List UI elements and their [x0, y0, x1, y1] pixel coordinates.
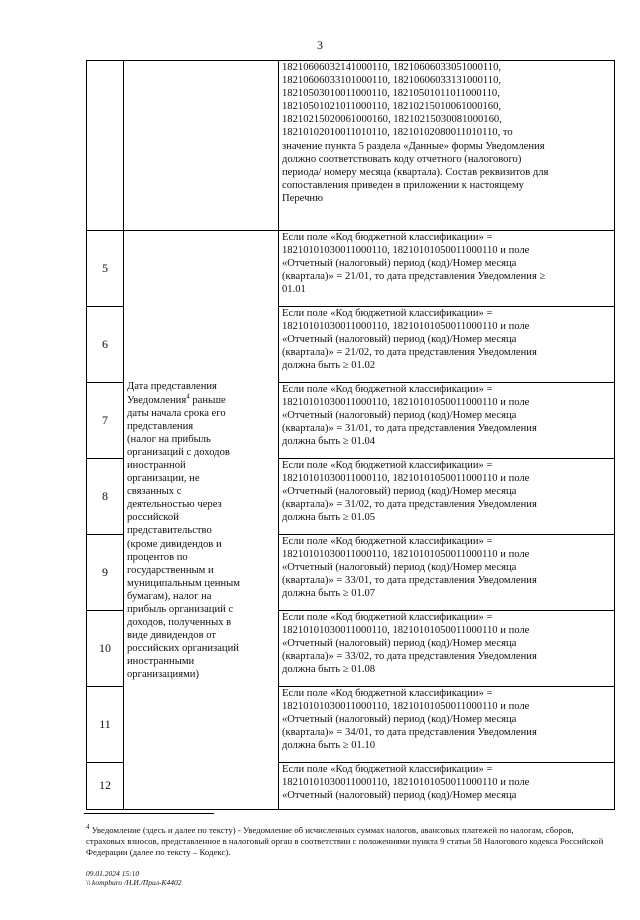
- condition-cell: Если поле «Код бюджетной классификации» = 18210101030011000110, 18210101050011000110 и поле «Отчетный (налоговый) период (код)/Номер месяца: [279, 763, 615, 810]
- merged-description-cell: [124, 231, 279, 810]
- row-number: 12: [87, 763, 124, 810]
- condition-cell: Если поле «Код бюджетной классификации» = 18210101030011000110, 18210101050011000110 и поле «Отчетный (налоговый) период (код)/Номер месяца (квартала)» = 34/01, то дата представления Уведомления должна быть ≥ 01.10: [279, 687, 615, 763]
- table-row-5: [87, 231, 615, 307]
- condition-cell: [279, 61, 615, 231]
- condition-cell: Если поле «Код бюджетной классификации» = 18210101030011000110, 18210101050011000110 и поле «Отчетный (налоговый) период (код)/Номер месяца (квартала)» = 21/02, то дата представления Уведомления должна быть ≥ 01.02: [279, 307, 615, 383]
- print-timestamp: 09.01.2024 15:10: [86, 869, 140, 878]
- row-number: 11: [87, 687, 124, 763]
- row-number: 6: [87, 307, 124, 383]
- row-number: 8: [87, 459, 124, 535]
- condition-cell: Если поле «Код бюджетной классификации» = 18210101030011000110, 18210101050011000110 и поле «Отчетный (налоговый) период (код)/Номер месяца (квартала)» = 33/01, то дата представления Уведомления должна быть ≥ 01.07: [279, 535, 615, 611]
- row-number: 9: [87, 535, 124, 611]
- condition-text: 18210606032141000110, 18210606033051000110, 18210606033101000110, 18210606033131000110, 18210503010011000110, 18210501011011000110, 18210501021011000110, 18210215010061000160, 18210215020061000160, 18210215030081000160, 18210102010011010110, 18210102080011010110, то значение пункта 5 раздела «Данные» формы Уведомления должно соответствовать коду отчетного (налогового) периода/ номеру месяца (квартала). Состав реквизитов для сопоставления приведен в приложении к настоящему Перечню: [282, 62, 549, 204]
- condition-cell: Если поле «Код бюджетной классификации» = 18210101030011000110, 18210101050011000110 и поле «Отчетный (налоговый) период (код)/Номер месяца (квартала)» = 21/01, то дата представления Уведомления ≥ 01.01: [279, 231, 615, 307]
- description-cell-empty: [124, 61, 279, 231]
- row-number: 10: [87, 611, 124, 687]
- merged-description-text: Дата представления Уведомления$^4$ раньше даты начала срока его представления (налог на прибыль организаций с доходов иностранной организации, не связанных с деятельностью через российской представительство (кроме дивидендов и процентов по государственным и муниципальным ценным бумагам), налог на прибыль организаций с доходов, полученных в виде дивидендов от российских организаций иностранными организациями): [127, 381, 240, 681]
- condition-cell: Если поле «Код бюджетной классификации» = 18210101030011000110, 18210101050011000110 и поле «Отчетный (налоговый) период (код)/Номер месяца (квартала)» = 33/02, то дата представления Уведомления должна быть ≥ 01.08: [279, 611, 615, 687]
- table-row-continuation: [87, 61, 615, 231]
- footnote-separator: [84, 813, 214, 814]
- footnote-text: Уведомление (здесь и далее по тексту) - Уведомление об исчисленных суммах налогов, авансовых платежей по налогам, сборов, страховых взносов, представленное в налоговый орган в соответствии с положениями пункта 9 статьи 58 Налогового кодекса Российской Федерации (далее по тексту – Кодекс).: [86, 825, 604, 857]
- condition-cell: Если поле «Код бюджетной классификации» = 18210101030011000110, 18210101050011000110 и поле «Отчетный (налоговый) период (код)/Номер месяца (квартала)» = 31/02, то дата представления Уведомления должна быть ≥ 01.05: [279, 459, 615, 535]
- row-number: 7: [87, 383, 124, 459]
- footnote: [86, 825, 606, 858]
- validation-rules-table: [86, 60, 615, 810]
- file-path-stamp: \\ kompburo /Н.И./Прил-К4402: [86, 878, 182, 887]
- row-number-cell: [87, 61, 124, 231]
- footnote-reference: 4: [186, 391, 190, 400]
- row-number: 5: [87, 231, 124, 307]
- condition-cell: Если поле «Код бюджетной классификации» = 18210101030011000110, 18210101050011000110 и поле «Отчетный (налоговый) период (код)/Номер месяца (квартала)» = 31/01, то дата представления Уведомления должна быть ≥ 01.04: [279, 383, 615, 459]
- footnote-mark: 4: [86, 823, 90, 832]
- page-number: 3: [317, 38, 323, 52]
